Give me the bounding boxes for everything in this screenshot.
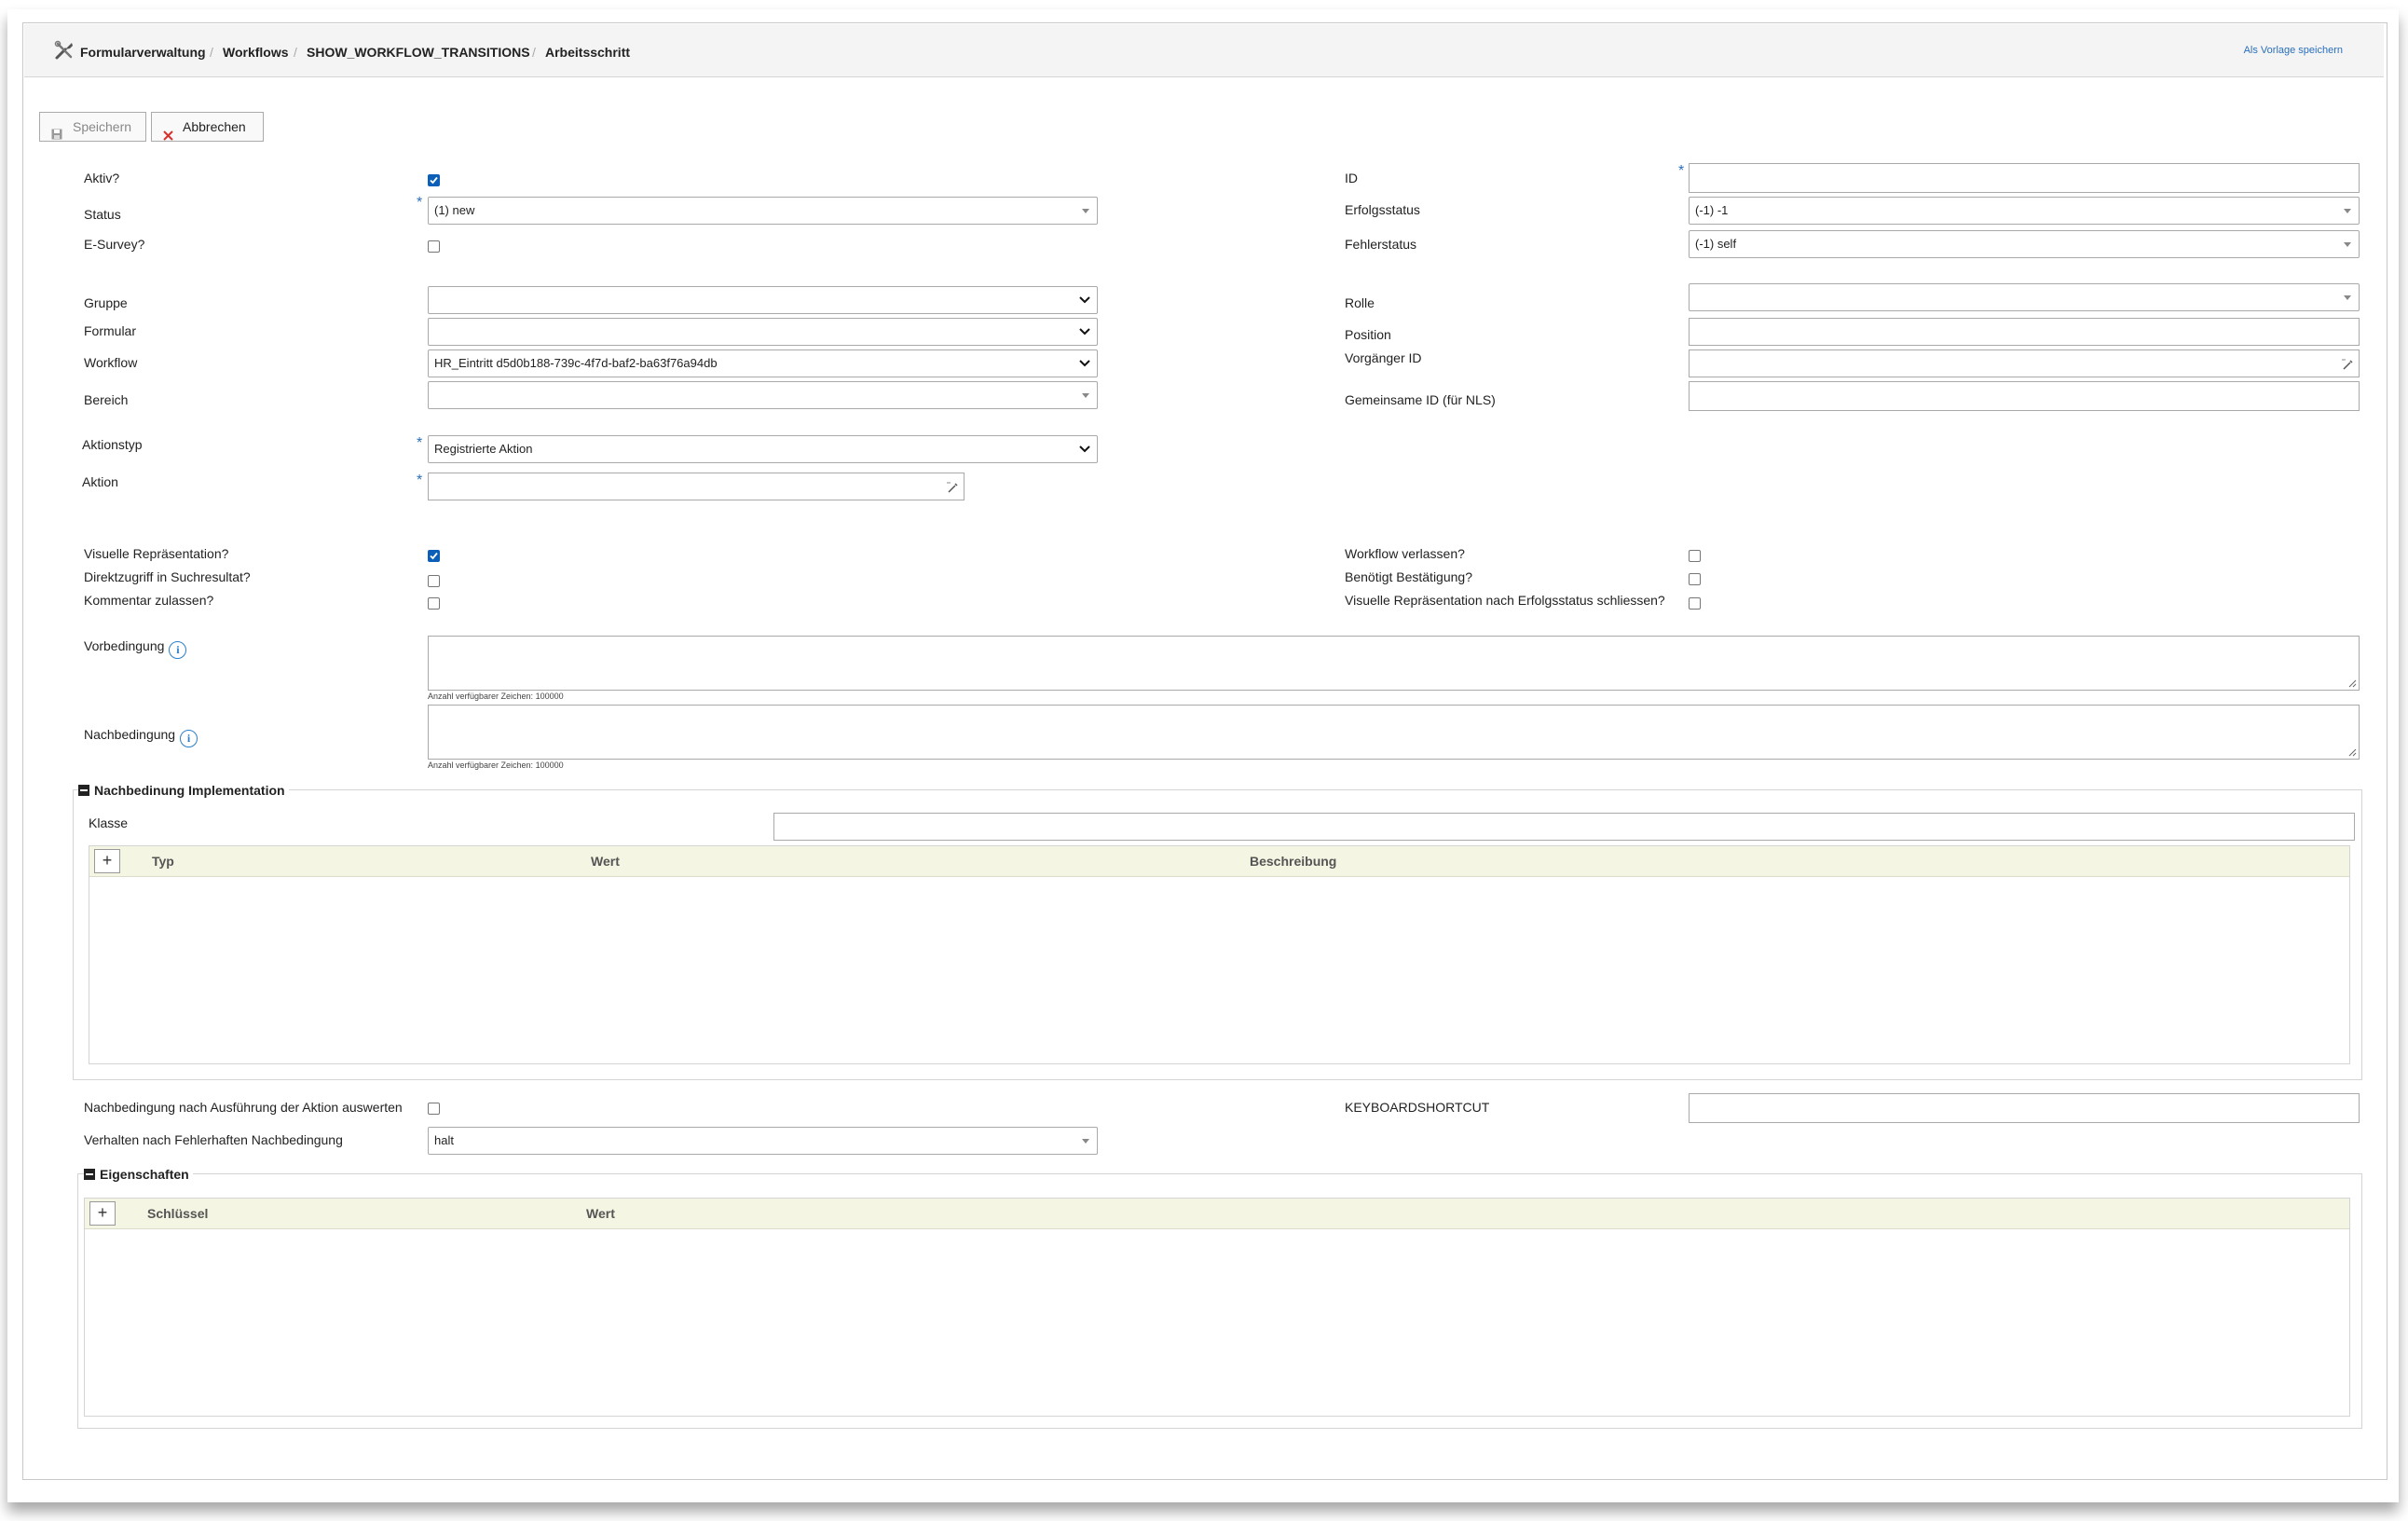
workflow-verlassen-checkbox[interactable]	[1689, 550, 1701, 562]
chevron-down-icon	[1078, 350, 1091, 377]
save-button[interactable]	[39, 112, 146, 142]
esurvey-label: E-Survey?	[84, 237, 145, 252]
lookup-pencil-icon[interactable]	[2341, 356, 2354, 369]
direktzugriff-label: Direktzugriff in Suchresultat?	[84, 569, 251, 584]
cancel-button-label: Abbrechen	[183, 119, 246, 134]
add-row-button[interactable]: +	[94, 849, 120, 873]
gemeinsame-id-input[interactable]	[1689, 381, 2360, 411]
nachbedingung-textarea[interactable]	[428, 705, 2360, 760]
kommentar-label: Kommentar zulassen?	[84, 593, 214, 608]
chevron-down-icon	[1078, 436, 1091, 462]
info-icon[interactable]: i	[180, 730, 198, 747]
visuelle-checkbox[interactable]	[428, 550, 440, 562]
save-as-template-link[interactable]: Als Vorlage speichern	[2243, 45, 2343, 56]
table-header	[85, 1199, 2349, 1229]
id-input[interactable]	[1689, 163, 2360, 193]
gruppe-select[interactable]	[428, 286, 1098, 314]
fehlerstatus-label: Fehlerstatus	[1345, 237, 1417, 252]
aktiv-checkbox[interactable]	[428, 174, 440, 186]
breadcrumb-separator: /	[532, 45, 536, 60]
formular-label: Formular	[84, 323, 137, 338]
vis-schliessen-label: Visuelle Repräsentation nach Erfolgsstatus schliessen?	[1345, 593, 1665, 608]
vorbedingung-label: Vorbedingung i	[84, 638, 186, 659]
workflow-label: Workflow	[84, 355, 138, 370]
position-label: Position	[1345, 327, 1391, 342]
column-header-wert: Wert	[591, 854, 620, 869]
nachbedingung-counter: Anzahl verfügbarer Zeichen: 100000	[428, 760, 564, 770]
status-label: Status	[84, 207, 121, 222]
resize-handle-icon[interactable]	[2347, 678, 2357, 688]
verhalten-value: halt	[434, 1133, 454, 1147]
page-header	[24, 24, 2384, 77]
eigenschaften-table	[84, 1198, 2350, 1417]
fehlerstatus-value: (-1) self	[1695, 237, 1737, 251]
bereich-label: Bereich	[84, 392, 129, 407]
required-marker: *	[1678, 163, 1685, 179]
keyboardshortcut-input[interactable]	[1689, 1093, 2360, 1123]
dropdown-arrow-icon	[1082, 393, 1089, 398]
verhalten-label: Verhalten nach Fehlerhaften Nachbedingung	[84, 1132, 343, 1147]
dropdown-arrow-icon	[1082, 209, 1089, 213]
column-header-schluessel: Schlüssel	[147, 1206, 209, 1221]
verhalten-select[interactable]	[428, 1127, 1098, 1155]
bestaetigung-label: Benötigt Bestätigung?	[1345, 569, 1472, 584]
cancel-button[interactable]	[151, 112, 264, 142]
position-input[interactable]	[1689, 318, 2360, 346]
id-label: ID	[1345, 171, 1358, 185]
vorgaenger-label: Vorgänger ID	[1345, 350, 1422, 365]
dropdown-arrow-icon	[2344, 242, 2351, 247]
close-icon	[163, 122, 173, 132]
column-header-wert: Wert	[586, 1206, 615, 1221]
nachbedingung-label: Nachbedingung i	[84, 727, 198, 747]
collapse-icon[interactable]	[84, 1169, 95, 1180]
status-select[interactable]	[428, 197, 1098, 225]
add-row-button[interactable]: +	[89, 1201, 116, 1226]
aktionstyp-value: Registrierte Aktion	[434, 442, 533, 456]
save-button-label: Speichern	[73, 119, 132, 134]
direktzugriff-checkbox[interactable]	[428, 575, 440, 587]
info-icon[interactable]: i	[169, 641, 186, 659]
klasse-label: Klasse	[89, 815, 129, 830]
erfolgsstatus-value: (-1) -1	[1695, 203, 1729, 217]
fehlerstatus-select[interactable]	[1689, 230, 2360, 258]
breadcrumb-workflows[interactable]: Workflows	[223, 45, 289, 60]
esurvey-checkbox[interactable]	[428, 240, 440, 253]
required-marker: *	[417, 195, 423, 211]
breadcrumb-arbeitsschritt: Arbeitsschritt	[545, 45, 631, 60]
lookup-pencil-icon[interactable]	[946, 479, 959, 492]
breadcrumb-separator: /	[210, 45, 213, 60]
bestaetigung-checkbox[interactable]	[1689, 573, 1701, 585]
dropdown-arrow-icon	[1082, 1139, 1089, 1144]
gruppe-label: Gruppe	[84, 295, 128, 310]
breadcrumb-show-workflow-transitions[interactable]: SHOW_WORKFLOW_TRANSITIONS	[307, 45, 530, 60]
aktiv-label: Aktiv?	[84, 171, 120, 185]
chevron-down-icon	[1078, 287, 1091, 313]
eigenschaften-legend[interactable]: Eigenschaften	[84, 1167, 193, 1182]
dropdown-arrow-icon	[2344, 209, 2351, 213]
table-header	[89, 846, 2349, 877]
column-header-beschreibung: Beschreibung	[1250, 854, 1337, 869]
implementation-legend[interactable]: Nachbedinung Implementation	[78, 783, 289, 798]
required-marker: *	[417, 435, 423, 451]
rolle-label: Rolle	[1345, 295, 1375, 310]
keyboardshortcut-label: KEYBOARDSHORTCUT	[1345, 1100, 1490, 1115]
klasse-input[interactable]	[773, 813, 2355, 841]
vis-schliessen-checkbox[interactable]	[1689, 597, 1701, 610]
implementation-table	[89, 845, 2350, 1064]
erfolgsstatus-select[interactable]	[1689, 197, 2360, 225]
column-header-typ: Typ	[152, 854, 174, 869]
bereich-select[interactable]	[428, 381, 1098, 409]
visuelle-label: Visuelle Repräsentation?	[84, 546, 229, 561]
workflow-select[interactable]	[428, 349, 1098, 377]
formular-select[interactable]	[428, 318, 1098, 346]
aktionstyp-select[interactable]	[428, 435, 1098, 463]
resize-handle-icon[interactable]	[2347, 747, 2357, 757]
status-value: (1) new	[434, 203, 475, 217]
aktion-label: Aktion	[82, 474, 118, 489]
workflow-value: HR_Eintritt d5d0b188-739c-4f7d-baf2-ba63f76a94db	[434, 356, 718, 370]
collapse-icon[interactable]	[78, 785, 89, 796]
aktionstyp-label: Aktionstyp	[82, 437, 143, 452]
vorbedingung-counter: Anzahl verfügbarer Zeichen: 100000	[428, 692, 564, 701]
nach-ausfuehrung-label: Nachbedingung nach Ausführung der Aktion auswerten	[84, 1100, 403, 1115]
vorgaenger-input[interactable]	[1689, 349, 2360, 377]
breadcrumb-formularverwaltung[interactable]: Formularverwaltung	[80, 45, 206, 60]
workflow-verlassen-label: Workflow verlassen?	[1345, 546, 1465, 561]
erfolgsstatus-label: Erfolgsstatus	[1345, 202, 1420, 217]
vorbedingung-textarea[interactable]	[428, 636, 2360, 691]
chevron-down-icon	[1078, 319, 1091, 345]
dropdown-arrow-icon	[2344, 295, 2351, 300]
required-marker: *	[417, 473, 423, 488]
gemeinsame-id-label: Gemeinsame ID (für NLS)	[1345, 392, 1496, 407]
floppy-disk-icon	[51, 121, 62, 132]
aktion-input[interactable]	[428, 473, 965, 500]
kommentar-checkbox[interactable]	[428, 597, 440, 610]
tools-icon	[54, 40, 75, 61]
breadcrumb-separator: /	[294, 45, 297, 60]
nach-ausfuehrung-checkbox[interactable]	[428, 1103, 440, 1115]
rolle-select[interactable]	[1689, 283, 2360, 311]
